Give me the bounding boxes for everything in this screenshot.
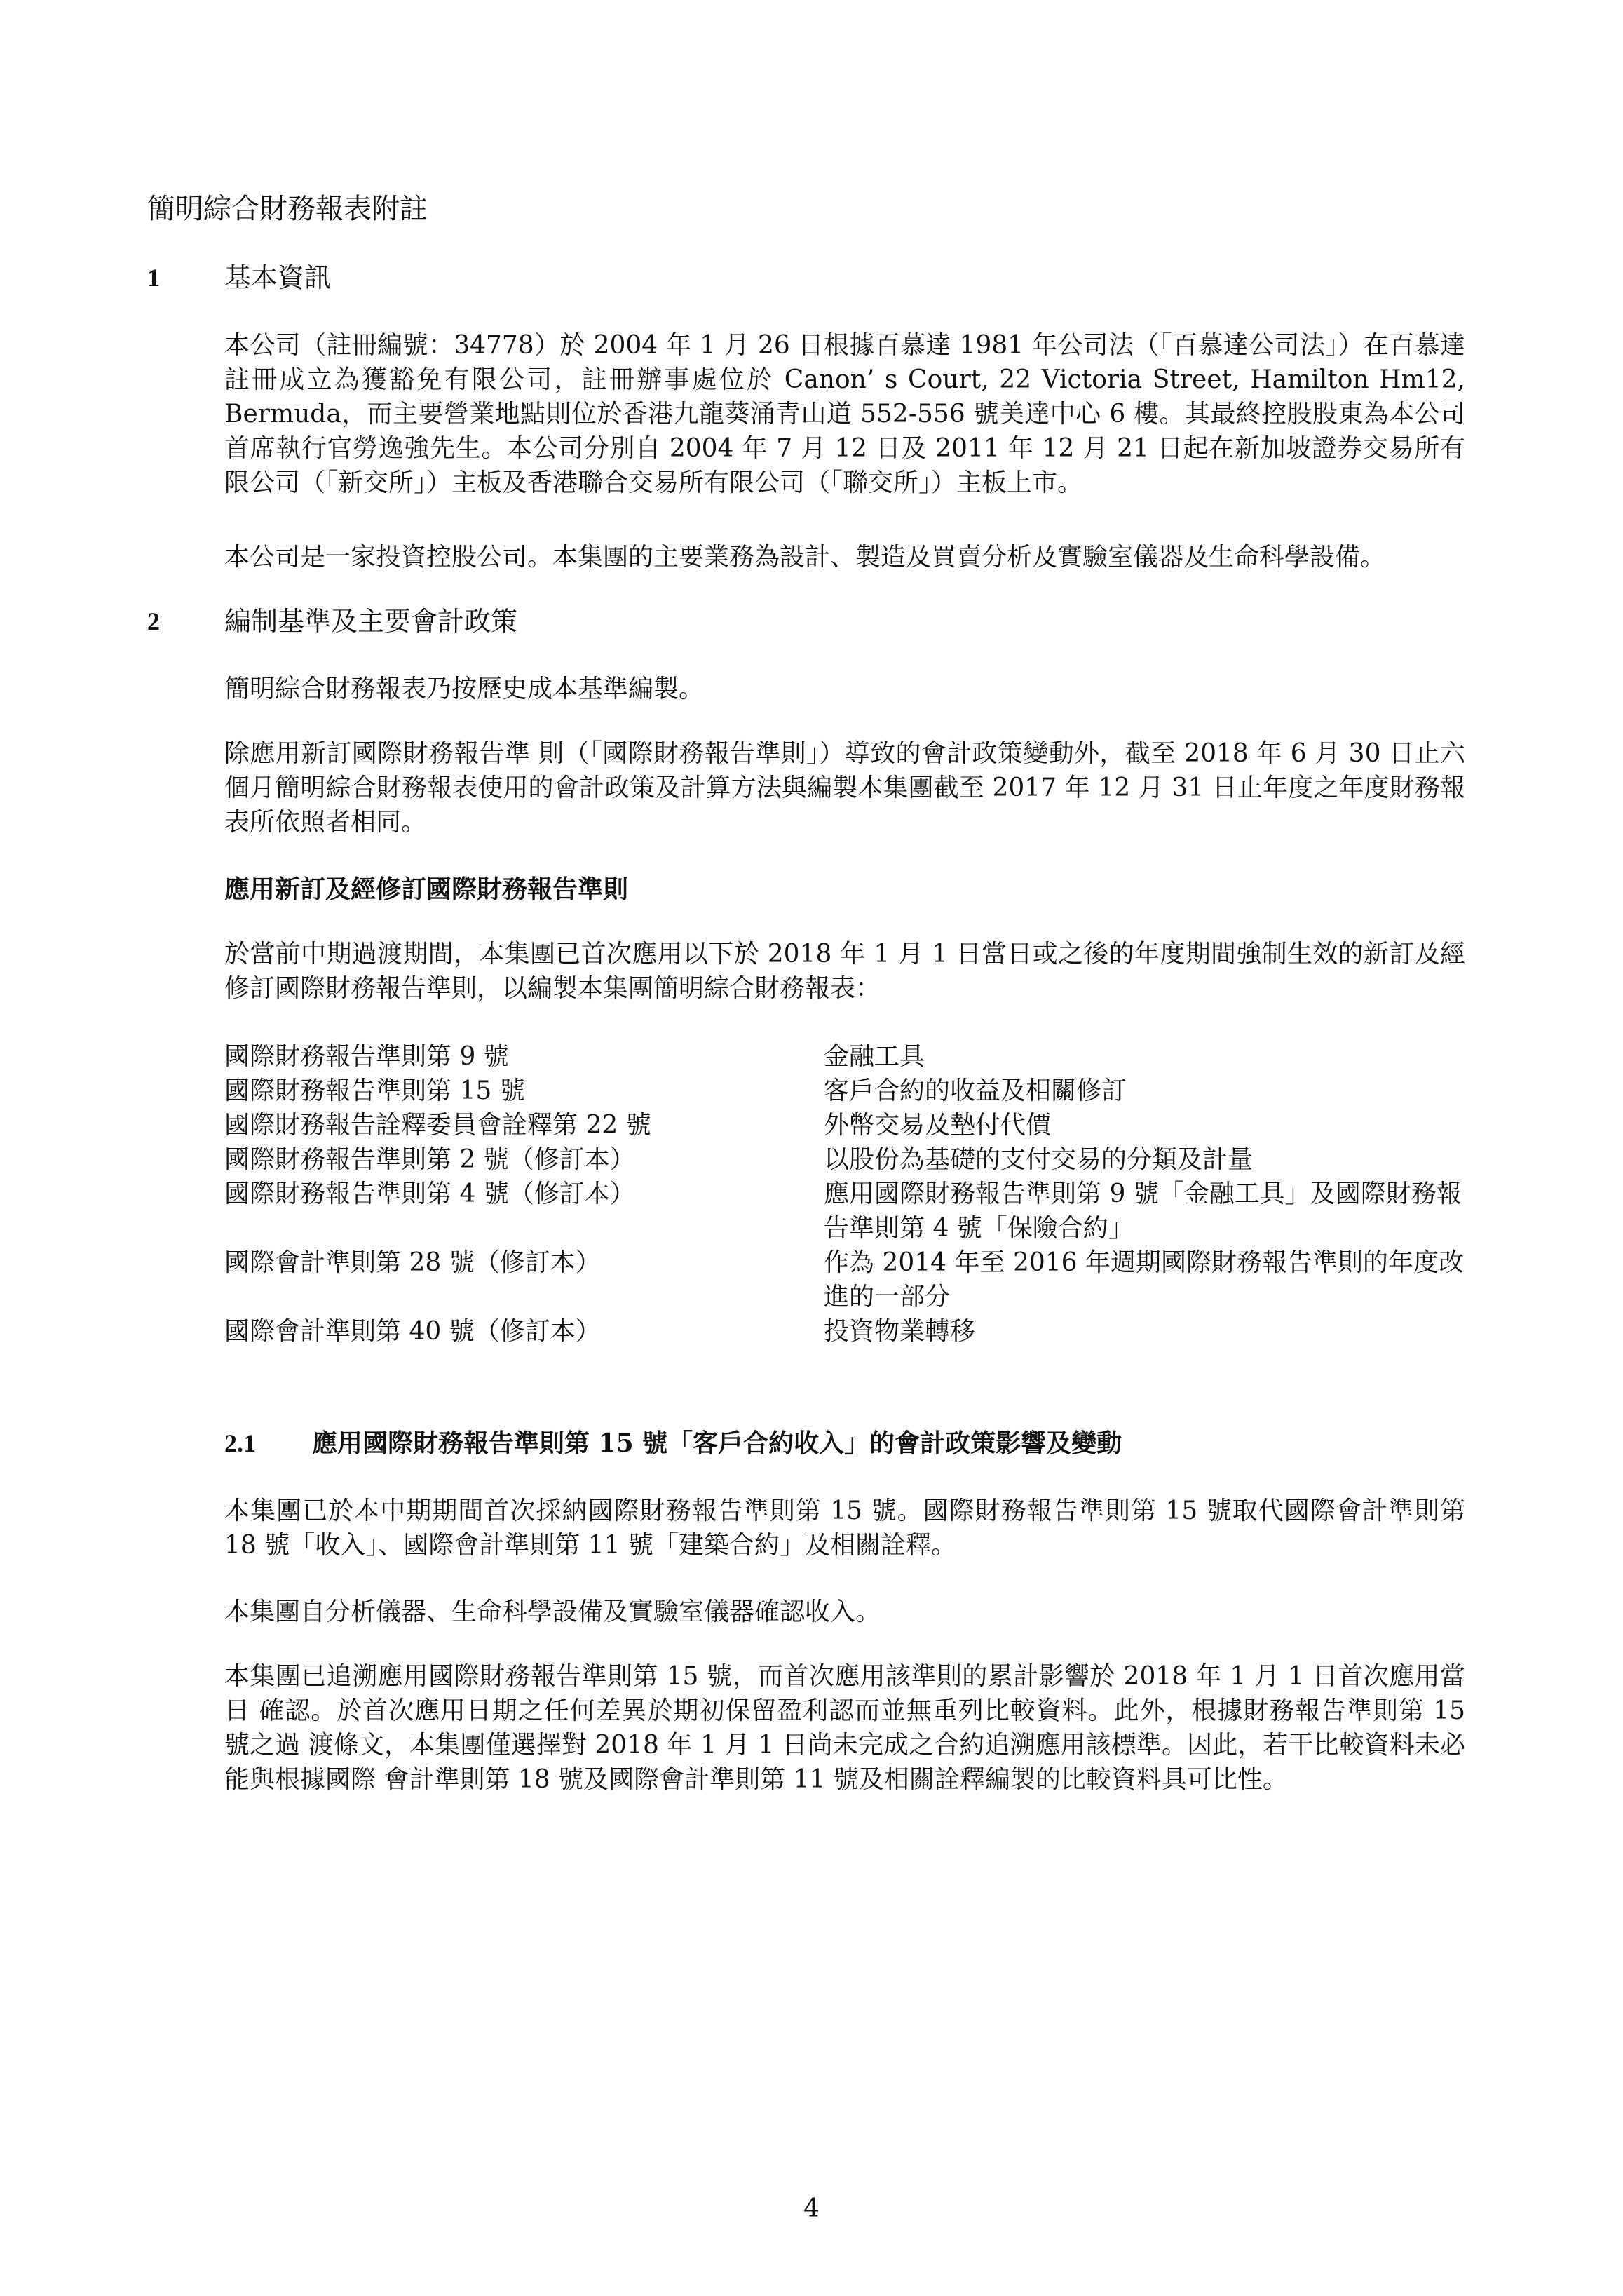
table-row xyxy=(224,1245,1465,1314)
table-row xyxy=(224,1039,1465,1074)
table-row xyxy=(224,1177,1465,1245)
section-2-1-number: 2.1 xyxy=(224,1429,256,1457)
section-1-title: 基本資訊 xyxy=(224,262,332,293)
document-title: 簡明綜合財務報表附註 xyxy=(147,193,428,225)
section-2-paragraph-1: 簡明綜合財務報表乃按歷史成本基準編製。 xyxy=(224,675,705,703)
section-2-title: 編制基準及主要會計政策 xyxy=(224,606,518,637)
table-row xyxy=(224,1108,1465,1142)
standard-name: 國際財務報告準則第 9 號 xyxy=(224,1042,509,1071)
table-row xyxy=(224,1314,1465,1349)
standard-description: 金融工具 xyxy=(824,1042,925,1071)
standard-description: 以股份為基礎的支付交易的分類及計量 xyxy=(824,1145,1254,1174)
section-2-1-paragraph-3: 本集團已追溯應用國際財務報告準則第 15 號，而首次應用該準則的累計影響於 2018 年 1 月 1 日首次應用當日 確認。於首次應用日期之任何差異於期初保留盈利認而並無重列比較資料。此外，根據財務報告準則第 15 號之過 渡條文，本集團僅選擇對 2018 年 1 月 1 日尚未完成之合約追溯應用該標準。因此，若干比較資料未必能與根據國際 會計準則第 18 號及國際會計準則第 11 號及相關詮釋編製的比較資料具可比性。 xyxy=(224,1662,1465,1794)
section-2-1-paragraph-1: 本集團已於本中期期間首次採納國際財務報告準則第 15 號。國際財務報告準則第 15 號取代國際會計準則第 18 號「收入」、國際會計準則第 11 號「建築合約」及相關詮釋。 xyxy=(224,1497,1465,1560)
standards-table xyxy=(224,1039,1465,1349)
section-1-number: 1 xyxy=(147,264,160,292)
table-row xyxy=(224,1142,1465,1177)
standard-description: 外幣交易及墊付代價 xyxy=(824,1111,1052,1140)
section-2-paragraph-2: 除應用新訂國際財務報告準 則（「國際財務報告準則」）導致的會計政策變動外，截至 2018 年 6 月 30 日止六個月簡明綜合財務報表使用的會計政策及計算方法與編製本集團截至 2017 年 12 月 31 日止年度之年度財務報表所依照者相同。 xyxy=(224,739,1465,837)
standard-description: 應用國際財務報告準則第 9 號「金融工具」及國際財務報告準則第 4 號「保險合約」 xyxy=(824,1180,1462,1243)
standard-name: 國際會計準則第 28 號（修訂本） xyxy=(224,1248,601,1277)
standard-name: 國際財務報告準則第 4 號（修訂本） xyxy=(224,1180,635,1208)
standard-name: 國際財務報告詮釋委員會詮釋第 22 號 xyxy=(224,1111,651,1140)
standard-description: 投資物業轉移 xyxy=(824,1317,976,1346)
section-2-1-paragraph-2: 本集團自分析儀器、生命科學設備及實驗室儀器確認收入。 xyxy=(224,1598,881,1626)
section-2-number: 2 xyxy=(147,607,160,635)
standard-description: 作為 2014 年至 2016 年週期國際財務報告準則的年度改進的一部分 xyxy=(824,1248,1465,1311)
section-2-paragraph-3: 於當前中期過渡期間，本集團已首次應用以下於 2018 年 1 月 1 日當日或之後的年度期間強制生效的新訂及經 修訂國際財務報告準則，以編製本集團簡明綜合財務報表： xyxy=(224,940,1465,1003)
section-1-paragraph-2: 本公司是一家投資控股公司。本集團的主要業務為設計、製造及買賣分析及實驗室儀器及生命科學設備。 xyxy=(224,543,1386,572)
page-number: 4 xyxy=(803,2194,820,2223)
standard-name: 國際財務報告準則第 15 號 xyxy=(224,1076,525,1105)
table-row xyxy=(224,1074,1465,1108)
section-1-paragraph-1: 本公司（註冊編號：34778）於 2004 年 1 月 26 日根據百慕達 1981 年公司法（「百慕達公司法」）在百慕達註冊成立為獲豁免有限公司，註冊辦事處位於 Canon’ s Court, 22 Victoria Street, Hamilton Hm12, Bermuda，而主要營業地點則位於香港九龍葵涌青山道 552-556 號美達中心 6 樓。其最終控股股東為本公司首席執行官勞逸強先生。本公司分別自 2004 年 7 月 12 日及 2011 年 12 月 21 日起在新加坡證券交易所有限公司（「新交所」）主板及香港聯合交易所有限公司（「聯交所」）主板上市。 xyxy=(224,331,1465,497)
standard-name: 國際財務報告準則第 2 號（修訂本） xyxy=(224,1145,635,1174)
section-2-1-title: 應用國際財務報告準則第 15 號「客戶合約收入」的會計政策影響及變動 xyxy=(312,1429,1122,1458)
standard-description: 客戶合約的收益及相關修訂 xyxy=(824,1076,1127,1105)
standard-name: 國際會計準則第 40 號（修訂本） xyxy=(224,1317,601,1346)
section-2-subheading: 應用新訂及經修訂國際財務報告準則 xyxy=(224,874,629,904)
